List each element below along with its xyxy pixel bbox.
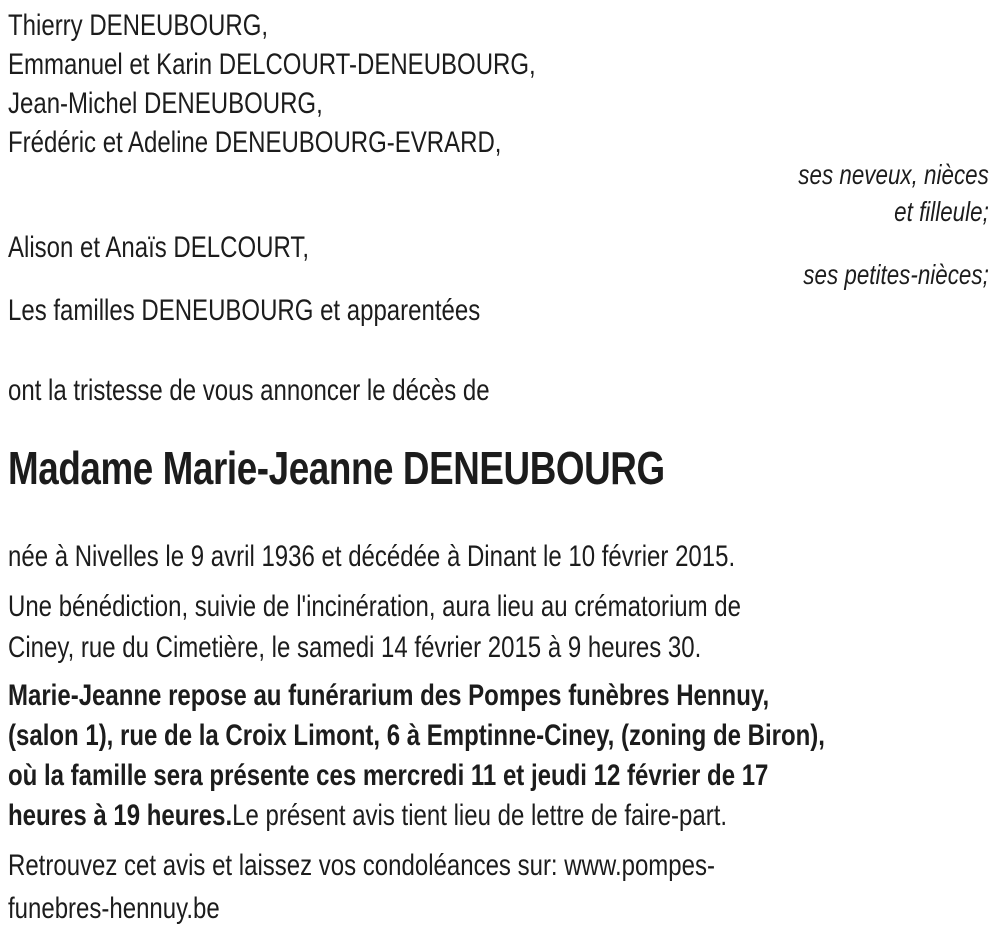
relation-label-grandnieces: ses petites-nièces; [803,259,989,290]
relatives-list [8,6,989,162]
funeral-home-line: où la famille sera présente ces mercredi 11 et jeudi 12 février de 17 [8,759,769,792]
website-line: funebres-hennuy.be [8,892,220,925]
birth-death-line: née à Nivelles le 9 avril 1936 et décédée à Dinant le 10 février 2015. [8,540,736,573]
relative-name-line: Emmanuel et Karin DELCOURT-DENEUBOURG, [8,48,536,81]
condolences-line: Retrouvez cet avis et laissez vos condoléances sur: www.pompes- [8,849,715,882]
ceremony-paragraph [8,586,989,668]
funeral-home-paragraph [8,676,989,836]
funeral-home-line: (salon 1), rue de la Croix Limont, 6 à Emptinne-Ciney, (zoning de Biron), [8,719,825,752]
deceased-name-heading: Madame Marie-Jeanne DENEUBOURG [8,442,665,494]
funeral-home-hours: heures à 19 heures. [8,799,233,832]
ceremony-line: Une bénédiction, suivie de l'incinération, aura lieu au crématorium de [8,590,741,623]
announcement-line: ont la tristesse de vous annoncer le décès de [8,374,490,407]
funeral-home-line [8,796,989,836]
relative-name-line: Thierry DENEUBOURG, [8,9,269,42]
relation-label-nieces [8,156,989,230]
funeral-home-line: Marie-Jeanne repose au funérarium des Pompes funèbres Hennuy, [8,679,770,712]
condolences-paragraph [8,844,989,930]
relation-line: ses neveux, nièces [798,159,989,190]
families-line: Les familles DENEUBOURG et apparentées [8,294,481,327]
relative-name-line: Jean-Michel DENEUBOURG, [8,87,323,120]
ceremony-line: Ciney, rue du Cimetière, le samedi 14 février 2015 à 9 heures 30. [8,631,702,664]
relative-name-line: Frédéric et Adeline DENEUBOURG-EVRARD, [8,126,502,159]
faire-part-notice: Le présent avis tient lieu de lettre de faire-part. [232,799,728,832]
grandnieces-names-line: Alison et Anaïs DELCOURT, [8,231,310,264]
relation-line: et filleule; [894,196,989,227]
